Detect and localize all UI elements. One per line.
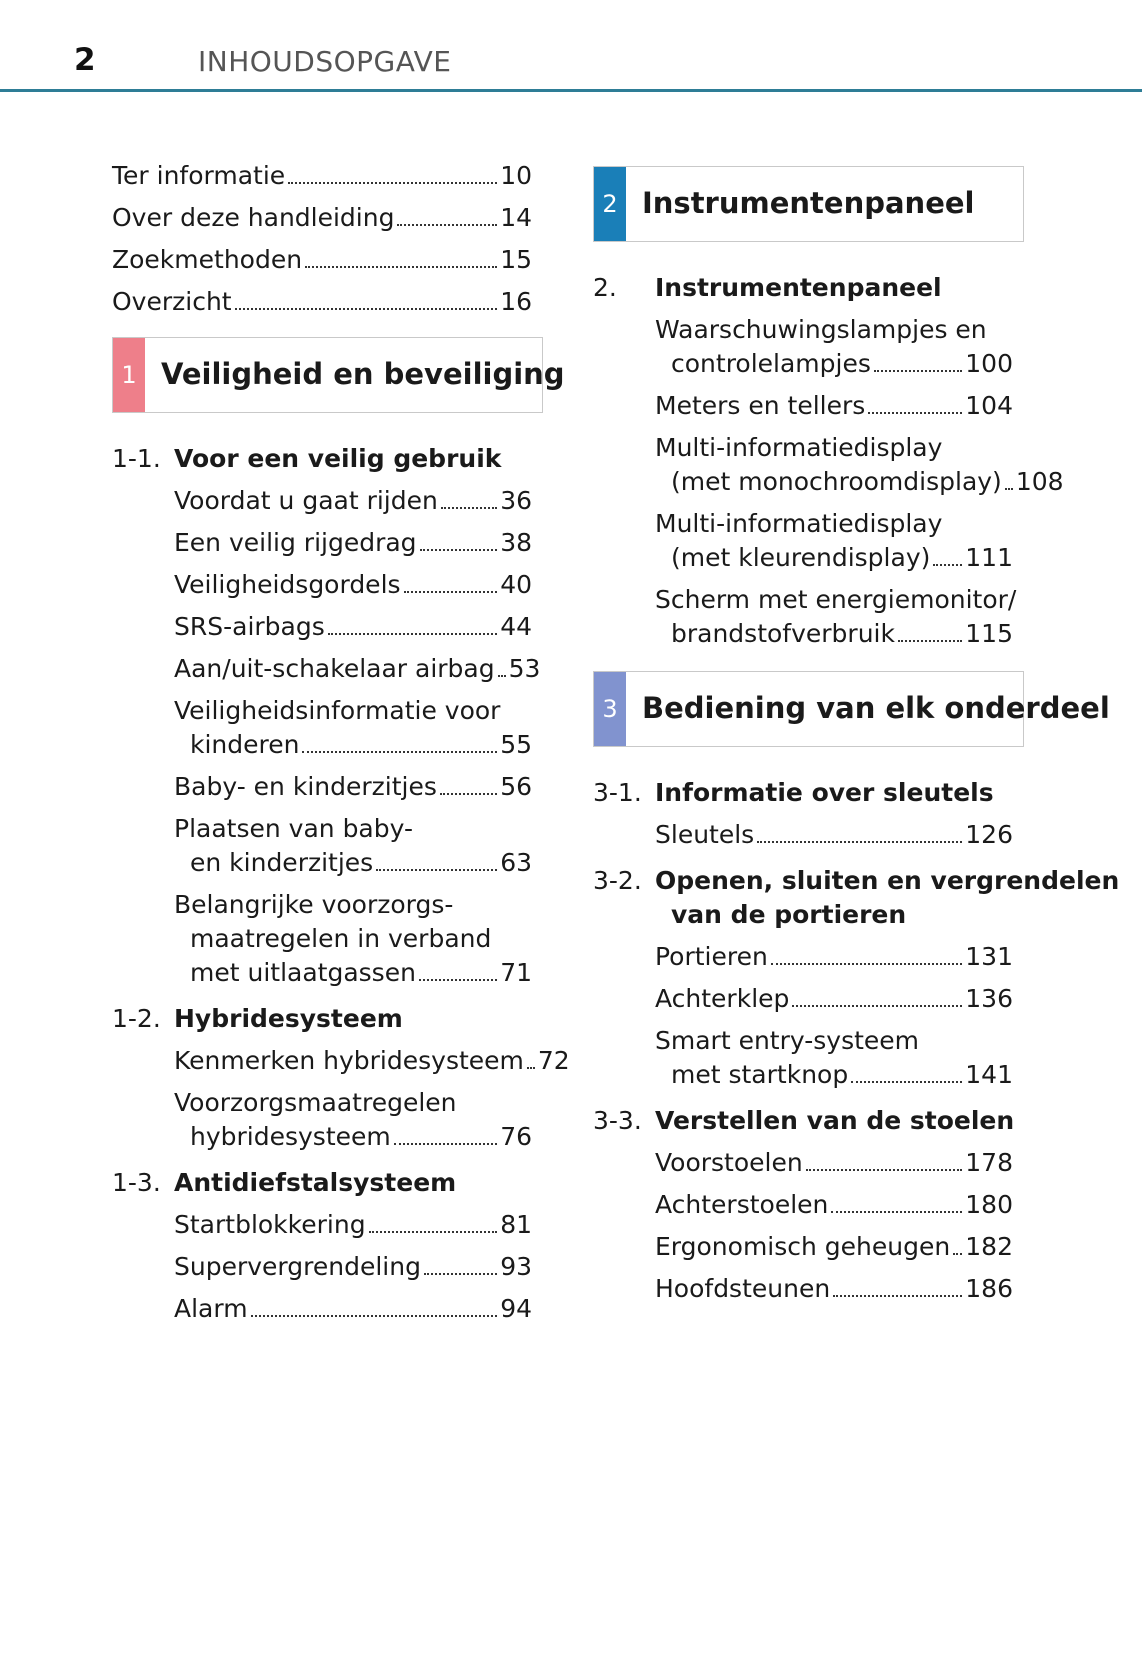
toc-entry[interactable]: Achterstoelen 180	[655, 1190, 1013, 1219]
chapter-1-tab: 1	[113, 338, 145, 412]
toc-entry[interactable]: Veiligheidsgordels 40	[174, 570, 532, 599]
toc-entry[interactable]: (met monochroomdisplay) 108	[671, 467, 1064, 496]
toc-entry[interactable]: SRS-airbags 44	[174, 612, 532, 641]
toc-entry[interactable]: Portieren 131	[655, 942, 1013, 971]
toc-entry[interactable]: controlelampjes 100	[671, 349, 1013, 378]
page-header	[0, 0, 1142, 96]
toc-entry[interactable]: kinderen 55	[190, 730, 532, 759]
toc-entry[interactable]: Supervergrendeling 93	[174, 1252, 532, 1281]
toc-entry-line[interactable]: Multi-informatiedisplay	[655, 509, 943, 538]
toc-entry[interactable]: Alarm 94	[174, 1294, 532, 1323]
section-heading[interactable]: Verstellen van de stoelen	[655, 1106, 1015, 1135]
toc-entry[interactable]: met uitlaatgassen 71	[190, 958, 532, 987]
toc-entry-line[interactable]: Plaatsen van baby-	[174, 814, 414, 843]
section-number: 1-1.	[112, 444, 161, 473]
chapter-2-box[interactable]	[593, 166, 1024, 242]
section-number: 3-2.	[593, 866, 642, 895]
chapter-3-tab: 3	[594, 672, 626, 746]
toc-entry[interactable]: Voorstoelen 178	[655, 1148, 1013, 1177]
toc-entry[interactable]: brandstofverbruik 115	[671, 619, 1013, 648]
section-heading-cont[interactable]: van de portieren	[671, 900, 907, 929]
toc-entry-line[interactable]: maatregelen in verband	[190, 924, 492, 953]
toc-entry-line[interactable]: Waarschuwingslampjes en	[655, 315, 987, 344]
section-heading[interactable]: Hybridesysteem	[174, 1004, 403, 1033]
toc-entry[interactable]: Zoekmethoden 15	[112, 245, 532, 274]
toc-entry[interactable]: Sleutels 126	[655, 820, 1013, 849]
chapter-3-box[interactable]	[593, 671, 1110, 747]
section-heading[interactable]: Informatie over sleutels	[655, 778, 994, 807]
toc-entry[interactable]: Meters en tellers 104	[655, 391, 1013, 420]
toc-entry[interactable]: Baby- en kinderzitjes 56	[174, 772, 532, 801]
toc-entry[interactable]: Achterklep 136	[655, 984, 1013, 1013]
chapter-1-title: Veiligheid en beveiliging	[161, 357, 565, 391]
toc-entry-line[interactable]: Voorzorgsmaatregelen	[174, 1088, 457, 1117]
chapter-1-box[interactable]	[112, 337, 565, 413]
toc-entry-line[interactable]: Belangrijke voorzorgs-	[174, 890, 454, 919]
toc-entry[interactable]: Hoofdsteunen 186	[655, 1274, 1013, 1303]
toc-entry[interactable]: (met kleurendisplay) 111	[671, 543, 1013, 572]
section-heading[interactable]: Antidiefstalsysteem	[174, 1168, 457, 1197]
toc-entry[interactable]: Startblokkering 81	[174, 1210, 532, 1239]
toc-entry[interactable]: Over deze handleiding 14	[112, 203, 532, 232]
toc-entry[interactable]: Ter informatie 10	[112, 161, 532, 190]
toc-entry[interactable]: en kinderzitjes 63	[190, 848, 532, 877]
toc-entry[interactable]: Een veilig rijgedrag 38	[174, 528, 532, 557]
toc-entry[interactable]: Overzicht 16	[112, 287, 532, 316]
section-number: 1-2.	[112, 1004, 161, 1033]
header-rule	[0, 89, 1142, 92]
page-number: 2	[74, 42, 96, 78]
section-number: 2.	[593, 273, 617, 302]
toc-entry[interactable]: Ergonomisch geheugen 182	[655, 1232, 1013, 1261]
toc-entry[interactable]: met startknop 141	[671, 1060, 1013, 1089]
toc-entry[interactable]: hybridesysteem 76	[190, 1122, 532, 1151]
section-heading[interactable]: Voor een veilig gebruik	[174, 444, 502, 473]
section-number: 1-3.	[112, 1168, 161, 1197]
page-title: INHOUDSOPGAVE	[198, 45, 452, 78]
section-number: 3-1.	[593, 778, 642, 807]
section-heading[interactable]: Openen, sluiten en vergrendelen	[655, 866, 1120, 895]
toc-entry[interactable]: Kenmerken hybridesysteem 72	[174, 1046, 570, 1075]
chapter-2-title: Instrumentenpaneel	[642, 186, 975, 220]
toc-entry-line[interactable]: Scherm met energiemonitor/	[655, 585, 1017, 614]
chapter-2-tab: 2	[594, 167, 626, 241]
toc-entry-line[interactable]: Veiligheidsinformatie voor	[174, 696, 501, 725]
section-number: 3-3.	[593, 1106, 642, 1135]
toc-entry[interactable]: Aan/uit-schakelaar airbag 53	[174, 654, 541, 683]
toc-entry-line[interactable]: Smart entry-systeem	[655, 1026, 920, 1055]
chapter-3-title: Bediening van elk onderdeel	[642, 691, 1110, 725]
toc-entry[interactable]: Voordat u gaat rijden 36	[174, 486, 532, 515]
toc-entry-line[interactable]: Multi-informatiedisplay	[655, 433, 943, 462]
section-heading[interactable]: Instrumentenpaneel	[655, 273, 942, 302]
